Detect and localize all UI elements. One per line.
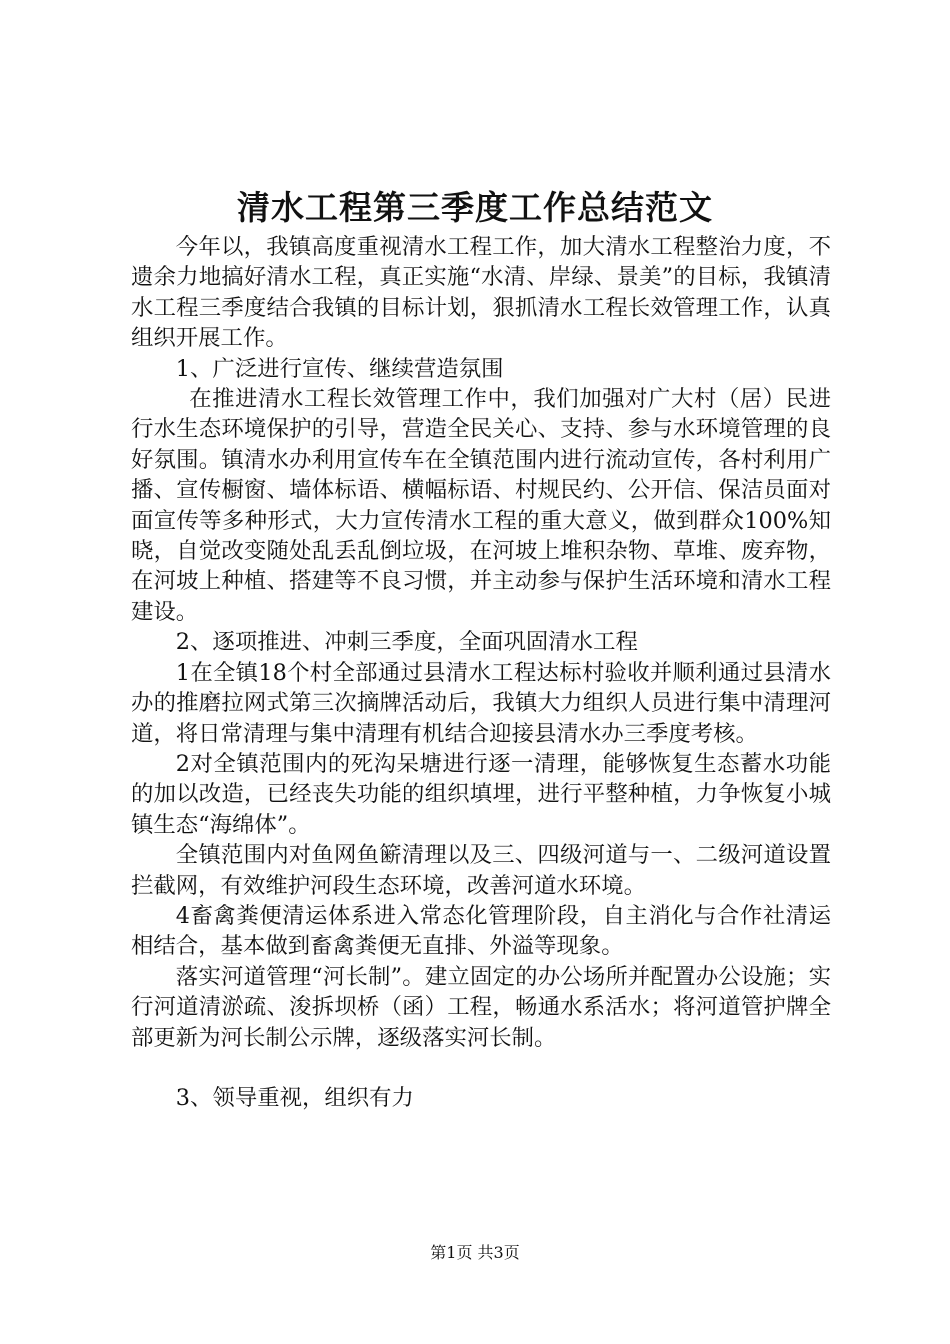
document-body	[131, 232, 831, 1113]
page-footer: 第1页 共3页	[430, 1243, 520, 1262]
section-heading-3: 3、领导重视，组织有力	[175, 1084, 414, 1111]
section-1-paragraph: 在推进清水工程长效管理工作中，我们加强对广大村（居）民进行水生态环境保护的引导，营造全民关心、支持、参与水环境管理的良好氛围。镇清水办利用宣传车在全镇范围内进行流动宣传，各村利用广播、宣传橱窗、墙体标语、横幅标语、村规民约、公开信、保洁员面对面宣传等多种形式，大力宣传清水工程的重大意义，做到群众100%知晓，自觉改变随处乱丢乱倒垃圾，在河坡上堆积杂物、草堆、废弃物，在河坡上种植、搭建等不良习惯，并主动参与保护生活环境和清水工程建设。	[131, 386, 831, 625]
section-2-item-2: 2对全镇范围内的死沟呆塘进行逐一清理，能够恢复生态蓄水功能的加以改造，已经丧失功能的组织填埋，进行平整种植，力争恢复小城镇生态“海绵体”。	[131, 750, 831, 838]
document-title: 清水工程第三季度工作总结范文	[237, 188, 713, 227]
section-heading-2: 2、逐项推进、冲刺三季度，全面巩固清水工程	[175, 629, 638, 656]
section-2-item-1: 1在全镇18个村全部通过县清水工程达标村验收并顺利通过县清水办的推磨拉网式第三次摘牌活动后，我镇大力组织人员进行集中清理河道，将日常清理与集中清理有机结合迎接县清水办三季度考核。	[131, 659, 831, 747]
section-heading-1: 1、广泛进行宣传、继续营造氛围	[175, 355, 504, 382]
intro-paragraph: 今年以，我镇高度重视清水工程工作，加大清水工程整治力度，不遗余力地搞好清水工程，真正实施“水清、岸绿、景美”的目标，我镇清水工程三季度结合我镇的目标计划，狠抓清水工程长效管理工作，认真组织开展工作。	[131, 234, 831, 352]
section-2-item-3: 全镇范围内对鱼网鱼簖清理以及三、四级河道与一、二级河道设置拦截网，有效维护河段生态环境，改善河道水环境。	[131, 842, 831, 899]
section-2-item-5: 落实河道管理“河长制”。建立固定的办公场所并配置办公设施；实行河道清淤疏、浚拆坝桥（函）工程，畅通水系活水；将河道管护牌全部更新为河长制公示牌，逐级落实河长制。	[131, 963, 831, 1051]
section-2-item-4: 4畜禽粪便清运体系进入常态化管理阶段，自主消化与合作社清运相结合，基本做到畜禽粪便无直排、外溢等现象。	[131, 902, 831, 960]
